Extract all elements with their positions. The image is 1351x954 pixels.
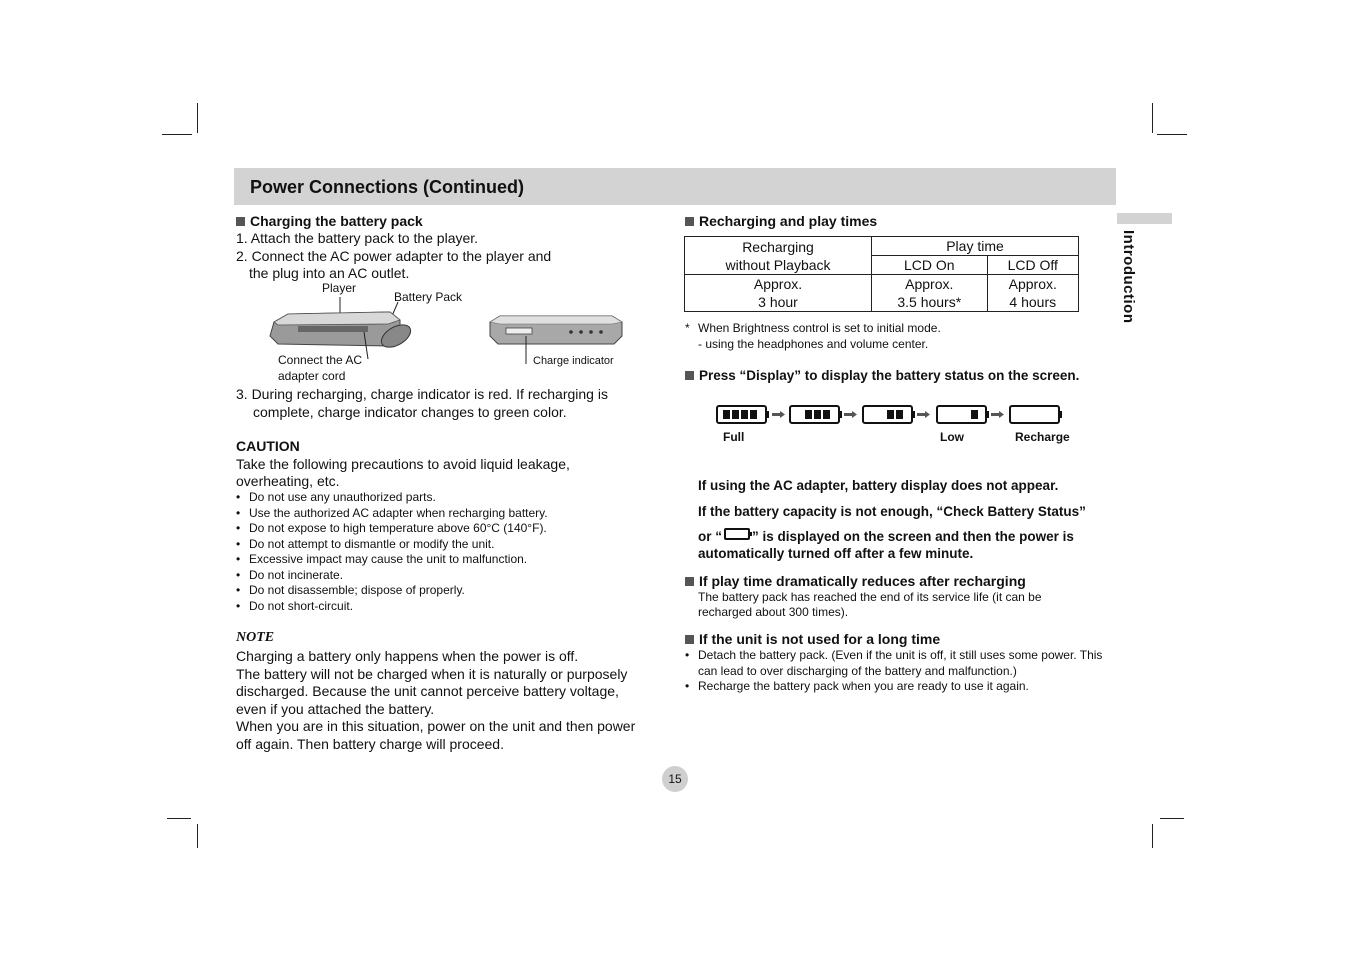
step-3-line2: complete, charge indicator changes to green color. xyxy=(253,404,567,420)
recharge-heading xyxy=(685,213,877,229)
crop-mark xyxy=(1160,818,1184,819)
empty-battery-icon xyxy=(724,528,750,540)
reduce-line1: The battery pack has reached the end of its service life (it can be xyxy=(698,590,1042,604)
recharge-play-time-table xyxy=(684,236,1079,312)
unused-heading-text: If the unit is not used for a long time xyxy=(699,631,941,647)
page-number: 15 xyxy=(662,766,688,792)
square-bullet-icon xyxy=(685,577,694,586)
battery-label-low: Low xyxy=(940,430,964,444)
empty-battery-icon-tip xyxy=(750,532,752,536)
unused-item: • Detach the battery pack. (Even if the unit is off, it still uses some power. This can lead to over discharging of the battery and malfunction.) xyxy=(685,648,1113,679)
battery-full-icon xyxy=(717,406,769,423)
display-heading-text: Press “Display” to display the battery status on the screen. xyxy=(699,368,1080,383)
battery-status-sequence xyxy=(716,402,1066,428)
side-tab-bar xyxy=(1117,213,1172,224)
footnote-line2: - using the headphones and volume center. xyxy=(698,337,929,351)
square-bullet-icon xyxy=(685,217,694,226)
battery-half-icon xyxy=(863,406,915,423)
crop-mark xyxy=(162,134,192,135)
fig-label-connect-line1: Connect the AC xyxy=(278,353,363,367)
capacity-line2 xyxy=(698,528,1074,545)
unused-heading xyxy=(685,631,940,647)
page-title: Power Connections (Continued) xyxy=(250,177,524,197)
table-cell-recharge xyxy=(685,275,872,312)
section-header-bar xyxy=(234,168,1116,205)
fig-label-battery-pack: Battery Pack xyxy=(394,290,463,304)
reduce-heading xyxy=(685,573,1026,589)
charging-heading xyxy=(236,213,423,229)
note-line: off again. Then battery charge will proceed. xyxy=(236,735,504,752)
battery-low-icon xyxy=(937,406,989,423)
battery-label-full: Full xyxy=(723,430,745,444)
table-cell-line: Approx. xyxy=(1008,276,1057,292)
player-battery-illustration xyxy=(268,294,418,360)
table-cell-line: 3 hour xyxy=(758,294,798,310)
table-header-lcd-on: LCD On xyxy=(872,256,988,275)
table-header-recharging-line1: Recharging xyxy=(742,238,814,255)
note-body xyxy=(236,648,666,753)
crop-mark xyxy=(1157,134,1187,135)
fig-label-charge-indicator: Charge indicator xyxy=(533,355,614,367)
ac-adapter-note: If using the AC adapter, battery display does not appear. xyxy=(698,478,1059,493)
table-header-recharging-line2: without Playback xyxy=(725,256,831,273)
capacity-line2-post: ” is displayed on the screen and then the power is xyxy=(752,529,1074,544)
table-header-lcd-off: LCD Off xyxy=(987,256,1078,275)
table-header-play-time: Play time xyxy=(872,237,1079,256)
unused-list xyxy=(685,648,1113,695)
crop-mark xyxy=(197,103,198,133)
table-header-recharging xyxy=(685,237,872,275)
note-line: When you are in this situation, power on the unit and then power xyxy=(236,718,636,734)
table-cell-line: 4 hours xyxy=(1009,294,1057,310)
reduce-line2: recharged about 300 times). xyxy=(698,605,849,619)
caution-item: • Do not disassemble; dispose of properly. xyxy=(236,583,656,599)
caution-item: • Do not expose to high temperature above 60°C (140°F). xyxy=(236,521,656,537)
caution-item: • Use the authorized AC adapter when recharging battery. xyxy=(236,506,656,522)
note-line: Charging a battery only happens when the power is off. xyxy=(236,648,579,664)
caution-item: • Do not use any unauthorized parts. xyxy=(236,490,656,506)
crop-mark xyxy=(167,818,191,819)
caution-item: • Do not attempt to dismantle or modify the unit. xyxy=(236,537,656,553)
table-cell-lcd-off xyxy=(987,275,1078,312)
caution-item: • Excessive impact may cause the unit to malfunction. xyxy=(236,552,656,568)
battery-empty-icon xyxy=(1010,406,1062,423)
fig-label-connect-line2: adapter cord xyxy=(278,369,346,383)
capacity-line2-pre: or “ xyxy=(698,529,723,544)
caution-list xyxy=(236,490,656,614)
fig-label-connect-ac xyxy=(278,352,362,384)
note-heading: NOTE xyxy=(236,630,275,645)
caution-heading: CAUTION xyxy=(236,438,300,454)
note-line: The battery will not be charged when it is naturally or purposely xyxy=(236,665,628,682)
crop-mark xyxy=(197,824,198,848)
table-cell-lcd-on xyxy=(872,275,988,312)
table-cell-line: 3.5 hours* xyxy=(897,294,962,310)
footnote-mark: * xyxy=(685,321,690,335)
table-cell-line: Approx. xyxy=(753,276,803,292)
step-1: 1. Attach the battery pack to the player. xyxy=(236,230,479,246)
battery-label-recharge: Recharge xyxy=(1015,430,1070,444)
display-heading xyxy=(685,367,1079,384)
capacity-line1: If the battery capacity is not enough, “Check Battery Status” xyxy=(698,504,1086,519)
capacity-line3: automatically turned off after a few minute. xyxy=(698,546,974,561)
square-bullet-icon xyxy=(236,217,245,226)
step-3-line1: 3. During recharging, charge indicator is red. If recharging is xyxy=(236,386,608,402)
table-cell-line: Approx. xyxy=(905,276,954,292)
charging-heading-text: Charging the battery pack xyxy=(250,213,423,229)
step-2-line1: 2. Connect the AC power adapter to the player and xyxy=(236,248,552,264)
footnote-line1: When Brightness control is set to initial mode. xyxy=(698,321,941,335)
square-bullet-icon xyxy=(685,635,694,644)
square-bullet-icon xyxy=(685,371,694,380)
side-tab-label: Introduction xyxy=(1120,230,1137,324)
battery-three-quarter-icon xyxy=(790,406,842,423)
caution-intro-line2: overheating, etc. xyxy=(236,473,340,489)
crop-mark xyxy=(1152,824,1153,848)
recharge-heading-text: Recharging and play times xyxy=(699,213,878,229)
unused-item: • Recharge the battery pack when you are ready to use it again. xyxy=(685,679,1113,695)
caution-item: • Do not short-circuit. xyxy=(236,599,656,615)
crop-mark xyxy=(1152,103,1153,133)
step-2-line2: the plug into an AC outlet. xyxy=(249,265,410,281)
note-line: discharged. Because the unit cannot perceive battery voltage, xyxy=(236,683,619,699)
caution-item: • Do not incinerate. xyxy=(236,568,656,584)
note-line: even if you attached the battery. xyxy=(236,700,435,717)
reduce-heading-text: If play time dramatically reduces after recharging xyxy=(699,573,1026,589)
fig-label-player: Player xyxy=(322,281,357,295)
caution-intro-line1: Take the following precautions to avoid liquid leakage, xyxy=(236,456,570,472)
